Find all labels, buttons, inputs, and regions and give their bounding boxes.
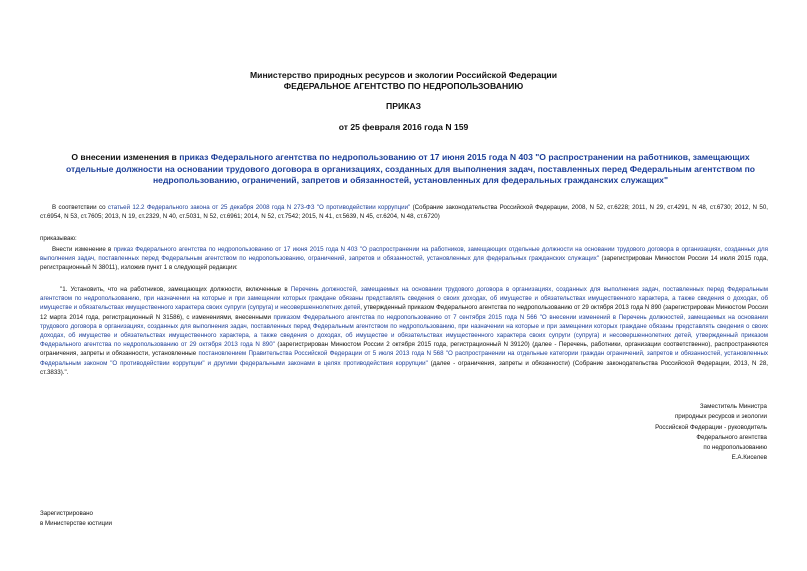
agency-name: ФЕДЕРАЛЬНОЕ АГЕНТСТВО ПО НЕДРОПОЛЬЗОВАНИЮ bbox=[283, 81, 524, 91]
clause-text-1: "1. Установить, что на работников, замещающих должности, включенные в bbox=[60, 286, 291, 293]
positions-list-link[interactable]: Перечень должностей, замещаемых на основании трудового договора в организациях, созданных для выполнения задач, поставленных перед Федеральным агентством по недропользованию, при назначении на которые и при замещении которых граждане обязаны представлять сведения о своих доходах, об имуществе и обязательствах имущественного характера, а также сведения о доходах, об имуществе и обязательствах имущественного характера своих супруги (супруга) и несовершеннолетних детей bbox=[40, 286, 768, 312]
document-date: от 25 февраля 2016 года N 159 bbox=[338, 122, 469, 132]
order-word: приказываю: bbox=[40, 235, 77, 242]
signature-line: Федерального агентства bbox=[696, 433, 767, 441]
document-title bbox=[58, 152, 763, 187]
signature-block bbox=[655, 402, 767, 464]
government-decree-link[interactable]: постановлением Правительства Российской Федерации от 5 июля 2013 года N 568 "О распространении на отдельные категории граждан ограничений, запретов и обязанностей, установленных Федеральным законом "О противодействии коррупции" и другими федеральными законами в целях противодействия коррупции" bbox=[40, 350, 768, 367]
registration-line: Зарегистрировано bbox=[40, 510, 93, 517]
registration-note bbox=[40, 509, 112, 530]
signature-line: по недропользованию bbox=[703, 444, 767, 452]
clause-text-4: (далее - ограничения, запреты и обязанности) (Собрание законодательства Российской Федерации, 2013, N 28, ст.3833).". bbox=[40, 359, 768, 376]
amendment-text-1: Внести изменение в bbox=[52, 246, 114, 253]
signature-line: Заместитель Министра bbox=[699, 403, 767, 410]
order-403-link[interactable]: приказ Федерального агентства по недропользованию от 17 июня 2015 года N 403 "О распространении на работников, замещающих отдельные должности на основании трудового договора в организациях, созданных для выполнения задач, поставленных перед Федеральным агентством по недропользованию, ограничений, запретов и обязанностей, установленных для федеральных гражданских служащих" bbox=[40, 246, 768, 263]
preamble-text-2: (Собрание законодательства Российской Федерации, 2008, N 52, ст.6228; 2011, N 29, ст.4291, N 48, ст.6730; 2012, N 50, ст.6954, N 53, ст.7605; 2013, N 19, ст.2329, N 40, ст.5031, N 52, ст.6961; 2014, N 52, ст.7542; 2015, N 41, ст.5639, N 45, ст.6204, N 48, ст.6720) bbox=[40, 204, 768, 221]
title-order-link[interactable]: приказ Федерального агентства по недропользованию от 17 июня 2015 года N 403 "О распространении на работников, замещающих отдельные должности на основании трудового договора в организациях, созданных для выполнения задач, поставленных перед Федеральным агентством по недропользованию, ограничений, запретов и обязанностей, установленных для федеральных гражданских служащих" bbox=[65, 152, 756, 185]
signature-line: природных ресурсов и экологии bbox=[674, 413, 767, 421]
preamble-text-1: В соответствии со bbox=[52, 204, 108, 211]
law-article-link[interactable]: статьей 12.2 Федерального закона от 25 декабря 2008 года N 273-ФЗ "О противодействии коррупции" bbox=[107, 204, 411, 211]
ministry-name: Министерство природных ресурсов и экологии Российской Федерации bbox=[250, 70, 557, 80]
clause-1-paragraph bbox=[40, 285, 768, 377]
signature-line: Российской Федерации - руководитель bbox=[655, 423, 767, 431]
amendment-paragraph bbox=[40, 245, 768, 273]
clause-text-2: , утвержденный приказом Федерального агентства по недропользованию от 29 октября 2013 года N 890 (зарегистрирован Минюстом России 12 марта 2014 года, регистрационный N 31586), с изменениями, внесенными bbox=[40, 304, 768, 321]
registration-line: в Министерстве юстиции bbox=[40, 520, 113, 528]
order-566-link[interactable]: приказом Федерального агентства по недропользованию от 7 сентября 2015 года N 566 "О внесении изменений в Перечень должностей, замещаемых на основании трудового договора в организациях, созданных для выполнения задач, поставленных перед Федеральным агентством по недропользованию, при назначении на которые и при замещении которых граждане обязаны представлять сведения о своих доходах, об имуществе и обязательствах имущественного характера, а также сведения о доходах, об имуществе и обязательствах имущественного характера своих супруги (супруга) и несовершеннолетних детей, утвержденный приказом Федерального агентства по недропользованию от 29 октября 2013 года N 890" bbox=[40, 313, 768, 349]
signatory-name: Е.А.Киселев bbox=[731, 454, 767, 462]
clause-text-3: (зарегистрирован Минюстом России 2 октября 2015 года, регистрационный N 39120) (далее - Перечень, работники, организации соответственно), распространяются ограничения, запреты и обязанности, установленные bbox=[40, 341, 768, 358]
amendment-text-2: (зарегистрирован Минюстом России 14 июля 2015 года, регистрационный N 38011), изложив пункт 1 в следующей редакции: bbox=[40, 255, 769, 272]
title-prefix: О внесении изменения в bbox=[71, 152, 180, 162]
document-type: ПРИКАЗ bbox=[386, 101, 421, 111]
preamble-paragraph bbox=[40, 203, 768, 221]
